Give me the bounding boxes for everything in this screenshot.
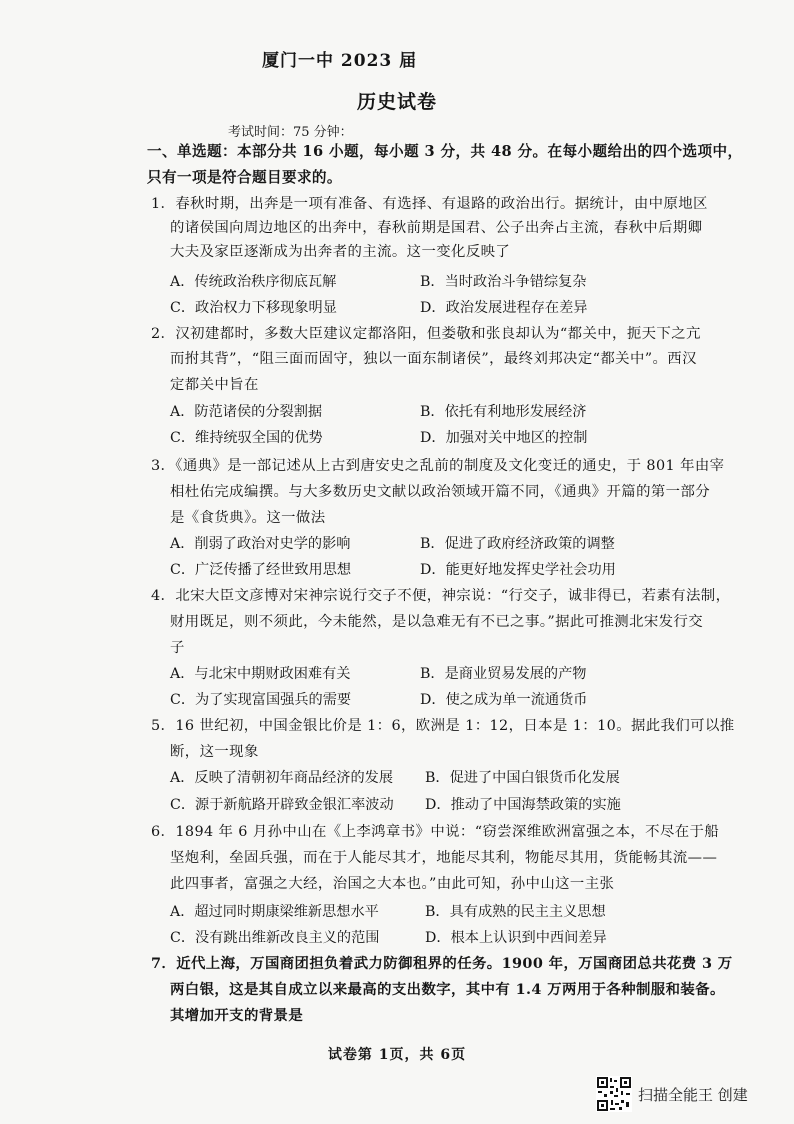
scanner-watermark-text: 扫描全能王 创建 xyxy=(638,1085,748,1104)
question-6-option-d: D．根本上认识到中西间差异 xyxy=(425,930,607,946)
question-6-line-2: 坚炮利，垒固兵强，而在于人能尽其才，地能尽其利，物能尽其用，货能畅其流—— xyxy=(170,850,718,866)
question-6-line-1: 6．1894 年 6 月孙中山在《上李鸿章书》中说：“窃尝深维欧洲富强之本，不尽在于船 xyxy=(151,824,720,840)
question-4-option-a: A．与北宋中期财政困难有关 xyxy=(170,666,351,682)
question-5-option-c: C．源于新航路开辟致金银汇率波动 xyxy=(170,797,394,813)
question-2-option-d: D．加强对关中地区的控制 xyxy=(420,430,588,446)
question-7-line-3: 其增加开支的背景是 xyxy=(170,1007,304,1024)
question-3-option-c: C．广泛传播了经世致用思想 xyxy=(170,562,352,578)
scanner-watermark xyxy=(596,1076,748,1112)
question-6-option-a: A．超过同时期康梁维新思想水平 xyxy=(170,904,379,920)
question-5-line-2: 断，这一现象 xyxy=(170,744,259,760)
question-4-line-2: 财用既足，则不须此，今未能然，是以急难无有不已之事。”据此可推测北宋发行交 xyxy=(170,614,704,630)
question-4-option-d: D．使之成为单一流通货币 xyxy=(420,692,588,708)
question-2-option-b: B．依托有利地形发展经济 xyxy=(420,404,587,420)
question-2-option-c: C．维持统驭全国的优势 xyxy=(170,430,323,446)
section-instruction-line-1: 一、单选题：本部分共 16 小题，每小题 3 分，共 48 分。在每小题给出的四个选项中， xyxy=(147,143,743,160)
question-3-option-a: A．削弱了政治对史学的影响 xyxy=(170,536,351,552)
question-4-option-c: C．为了实现富国强兵的需要 xyxy=(170,692,352,708)
question-1-option-d: D．政治发展进程存在差异 xyxy=(420,300,588,316)
question-7-line-1: 7．近代上海，万国商团担负着武力防御租界的任务。1900 年，万国商团总共花费 3 万 xyxy=(151,955,733,972)
question-1-line-2: 的诸侯国向周边地区的出奔中，春秋前期是国君、公子出奔占主流，春秋中后期卿 xyxy=(170,220,703,236)
question-6-line-3: 此四事者，富强之大经，治国之大本也。”由此可知，孙中山这一主张 xyxy=(170,876,615,892)
page-footer: 试卷第 1页，共 6页 xyxy=(327,1047,467,1063)
question-3-line-1: 3．《通典》是一部记述从上古到唐安史之乱前的制度及文化变迁的通史，于 801 年由宰 xyxy=(151,458,725,474)
question-5-option-d: D．推动了中国海禁政策的实施 xyxy=(425,797,621,813)
question-5-option-b: B．促进了中国白银货币化发展 xyxy=(425,770,620,786)
question-1-option-b: B．当时政治斗争错综复杂 xyxy=(420,274,587,290)
question-7-line-2: 两白银，这是其自成立以来最高的支出数字，其中有 1.4 万两用于各种制服和装备。 xyxy=(170,981,725,998)
exam-time: 考试时间：75 分钟： xyxy=(228,125,353,140)
question-2-line-3: 定都关中旨在 xyxy=(170,377,259,393)
question-4-line-3: 子 xyxy=(170,640,185,656)
question-1-line-1: 1．春秋时期，出奔是一项有准备、有选择、有退路的政治出行。据统计，由中原地区 xyxy=(151,196,708,212)
question-5-line-1: 5．16 世纪初，中国金银比价是 1：6，欧洲是 1：12，日本是 1：10。据此我们可以推 xyxy=(151,718,735,734)
question-3-option-b: B．促进了政府经济政策的调整 xyxy=(420,536,615,552)
question-5-option-a: A．反映了清朝初年商品经济的发展 xyxy=(170,770,394,786)
question-3-option-d: D．能更好地发挥史学社会功用 xyxy=(420,562,616,578)
question-3-line-2: 相杜佑完成编撰。与大多数历史文献以政治领域开篇不同，《通典》开篇的第一部分 xyxy=(170,484,711,500)
section-instruction-line-2: 只有一项是符合题目要求的。 xyxy=(147,169,342,186)
page-title: 历史试卷 xyxy=(356,91,437,113)
question-1-line-3: 大夫及家臣逐渐成为出奔者的主流。这一变化反映了 xyxy=(170,244,511,260)
question-2-option-a: A．防范诸侯的分裂割据 xyxy=(170,404,323,420)
question-2-line-1: 2．汉初建都时，多数大臣建议定都洛阳，但娄敬和张良却认为“都关中，扼天下之亢 xyxy=(151,326,701,342)
question-3-line-3: 是《食货典》。这一做法 xyxy=(170,510,326,526)
question-1-option-a: A．传统政治秩序彻底瓦解 xyxy=(170,274,337,290)
qr-code-icon xyxy=(596,1076,632,1112)
question-4-option-b: B．是商业贸易发展的产物 xyxy=(420,666,587,682)
question-4-line-1: 4．北宋大臣文彦博对宋神宗说行交子不便，神宗说：“行交子，诚非得已，若素有法制， xyxy=(151,588,731,604)
question-1-option-c: C．政治权力下移现象明显 xyxy=(170,300,337,316)
question-2-line-2: 而拊其背”，“阻三面而固守，独以一面东制诸侯”，最终刘邦决定“都关中”。西汉 xyxy=(170,351,697,367)
question-6-option-b: B．具有成熟的民主主义思想 xyxy=(425,904,606,920)
question-6-option-c: C．没有跳出维新改良主义的范围 xyxy=(170,930,380,946)
school-name: 厦门一中 2023 届 xyxy=(262,51,418,71)
